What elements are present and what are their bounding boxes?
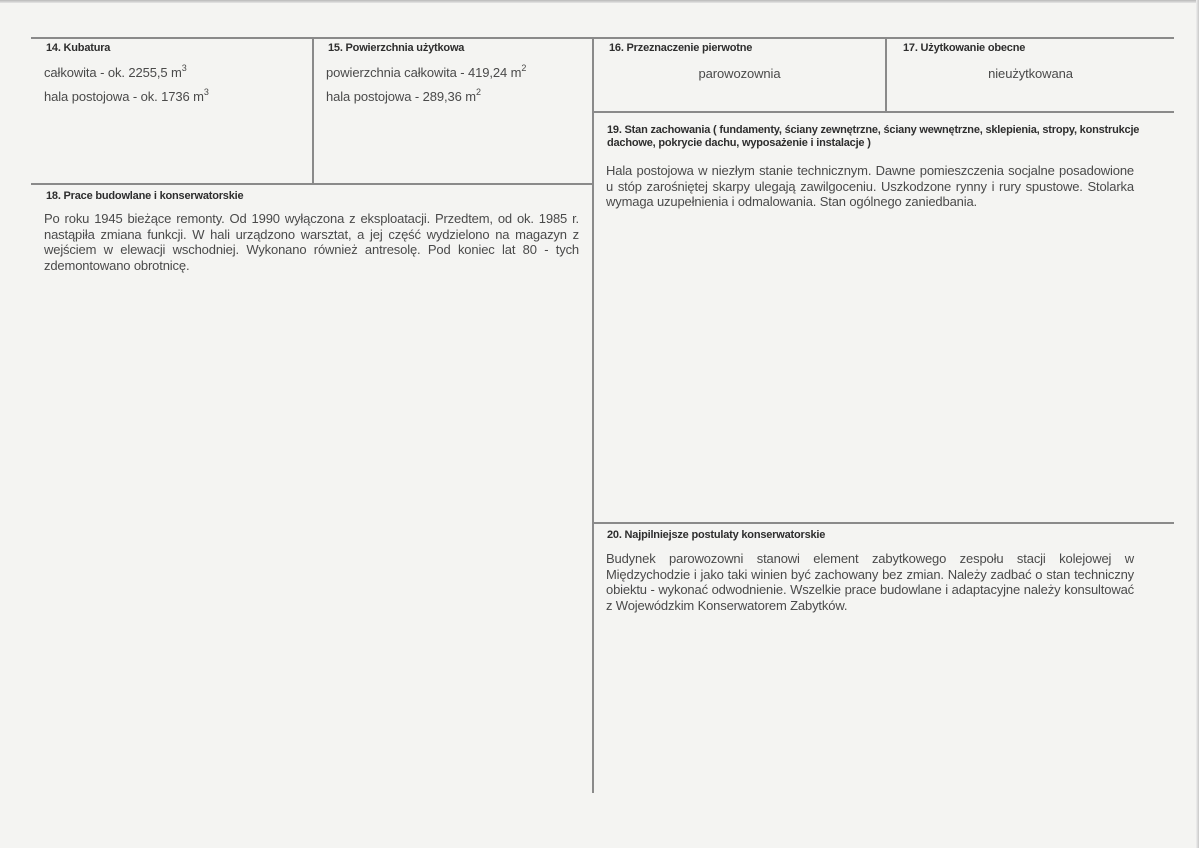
top-border xyxy=(31,37,1174,39)
stan-zachowania-label: 19. Stan zachowania ( fundamenty, ściany zewnętrzne, ściany wewnętrzne, sklepienia, stropy, konstrukcje dachowe, pokrycie dachu, wyposażenie i instalacje ) xyxy=(607,124,1140,149)
prace-text: Po roku 1945 bieżące remonty. Od 1990 wyłączona z eksploatacji. Przedtem, od ok. 1985 r. nastąpiła zmiana funkcji. W hali urządzono warsztat, a jej część wydzielono na magazyn z wejściem w elewacji wschodniej. Wykonano również antresolę. Pod koniec lat 80 - tych zdemontowano obrotnicę. xyxy=(44,211,579,273)
prace-label: 18. Prace budowlane i konserwatorskie xyxy=(46,190,244,202)
uzytkowanie-label: 17. Użytkowanie obecne xyxy=(903,42,1026,54)
divider-left-right xyxy=(592,37,594,793)
kubatura-hall-exp: 3 xyxy=(203,87,209,97)
powierzchnia-total-exp: 2 xyxy=(521,63,527,73)
kubatura-total xyxy=(44,65,187,80)
postulaty-label: 20. Najpilniejsze postulaty konserwatorskie xyxy=(607,529,826,541)
kubatura-hall xyxy=(44,89,209,104)
stan-zachowania-text: Hala postojowa w niezłym stanie technicznym. Dawne pomieszczenia socjalne posadowione u stóp zarośniętej skarpy ulegają zawilgoceniu. Uszkodzone rynny i rury spustowe. Stolarka wymaga uzupełnienia i odmalowania. Stan ogólnego zaniedbania. xyxy=(606,163,1134,209)
kubatura-label: 14. Kubatura xyxy=(46,42,111,54)
kubatura-total-exp: 3 xyxy=(181,63,187,73)
divider-14-15 xyxy=(312,37,314,184)
powierzchnia-total xyxy=(326,65,526,80)
przeznaczenie-label: 16. Przeznaczenie pierwotne xyxy=(609,42,753,54)
kubatura-hall-text: hala postojowa - ok. 1736 m xyxy=(44,89,204,104)
uzytkowanie-value: nieużytkowana xyxy=(988,66,1073,81)
powierzchnia-hall-exp: 2 xyxy=(475,87,481,97)
scan-edge-top xyxy=(0,0,1199,3)
divider-19-20 xyxy=(593,522,1174,524)
powierzchnia-hall-text: hala postojowa - 289,36 m xyxy=(326,89,476,104)
divider-15-18 xyxy=(31,183,593,185)
divider-16-19 xyxy=(593,111,1174,113)
powierzchnia-label: 15. Powierzchnia użytkowa xyxy=(328,42,465,54)
powierzchnia-hall xyxy=(326,89,481,104)
kubatura-total-text: całkowita - ok. 2255,5 m xyxy=(44,65,182,80)
powierzchnia-total-text: powierzchnia całkowita - 419,24 m xyxy=(326,65,522,80)
przeznaczenie-value: parowozownia xyxy=(698,66,781,81)
postulaty-text: Budynek parowozowni stanowi element zabytkowego zespołu stacji kolejowej w Międzychodzie i jako taki winien być zachowany bez zmian. Należy zadbać o stan techniczny obiektu - wykonać odwodnienie. Wszelkie prace budowlane i adaptacyjne należy konsultować z Wojewódzkim Konserwatorem Zabytków. xyxy=(606,551,1134,613)
